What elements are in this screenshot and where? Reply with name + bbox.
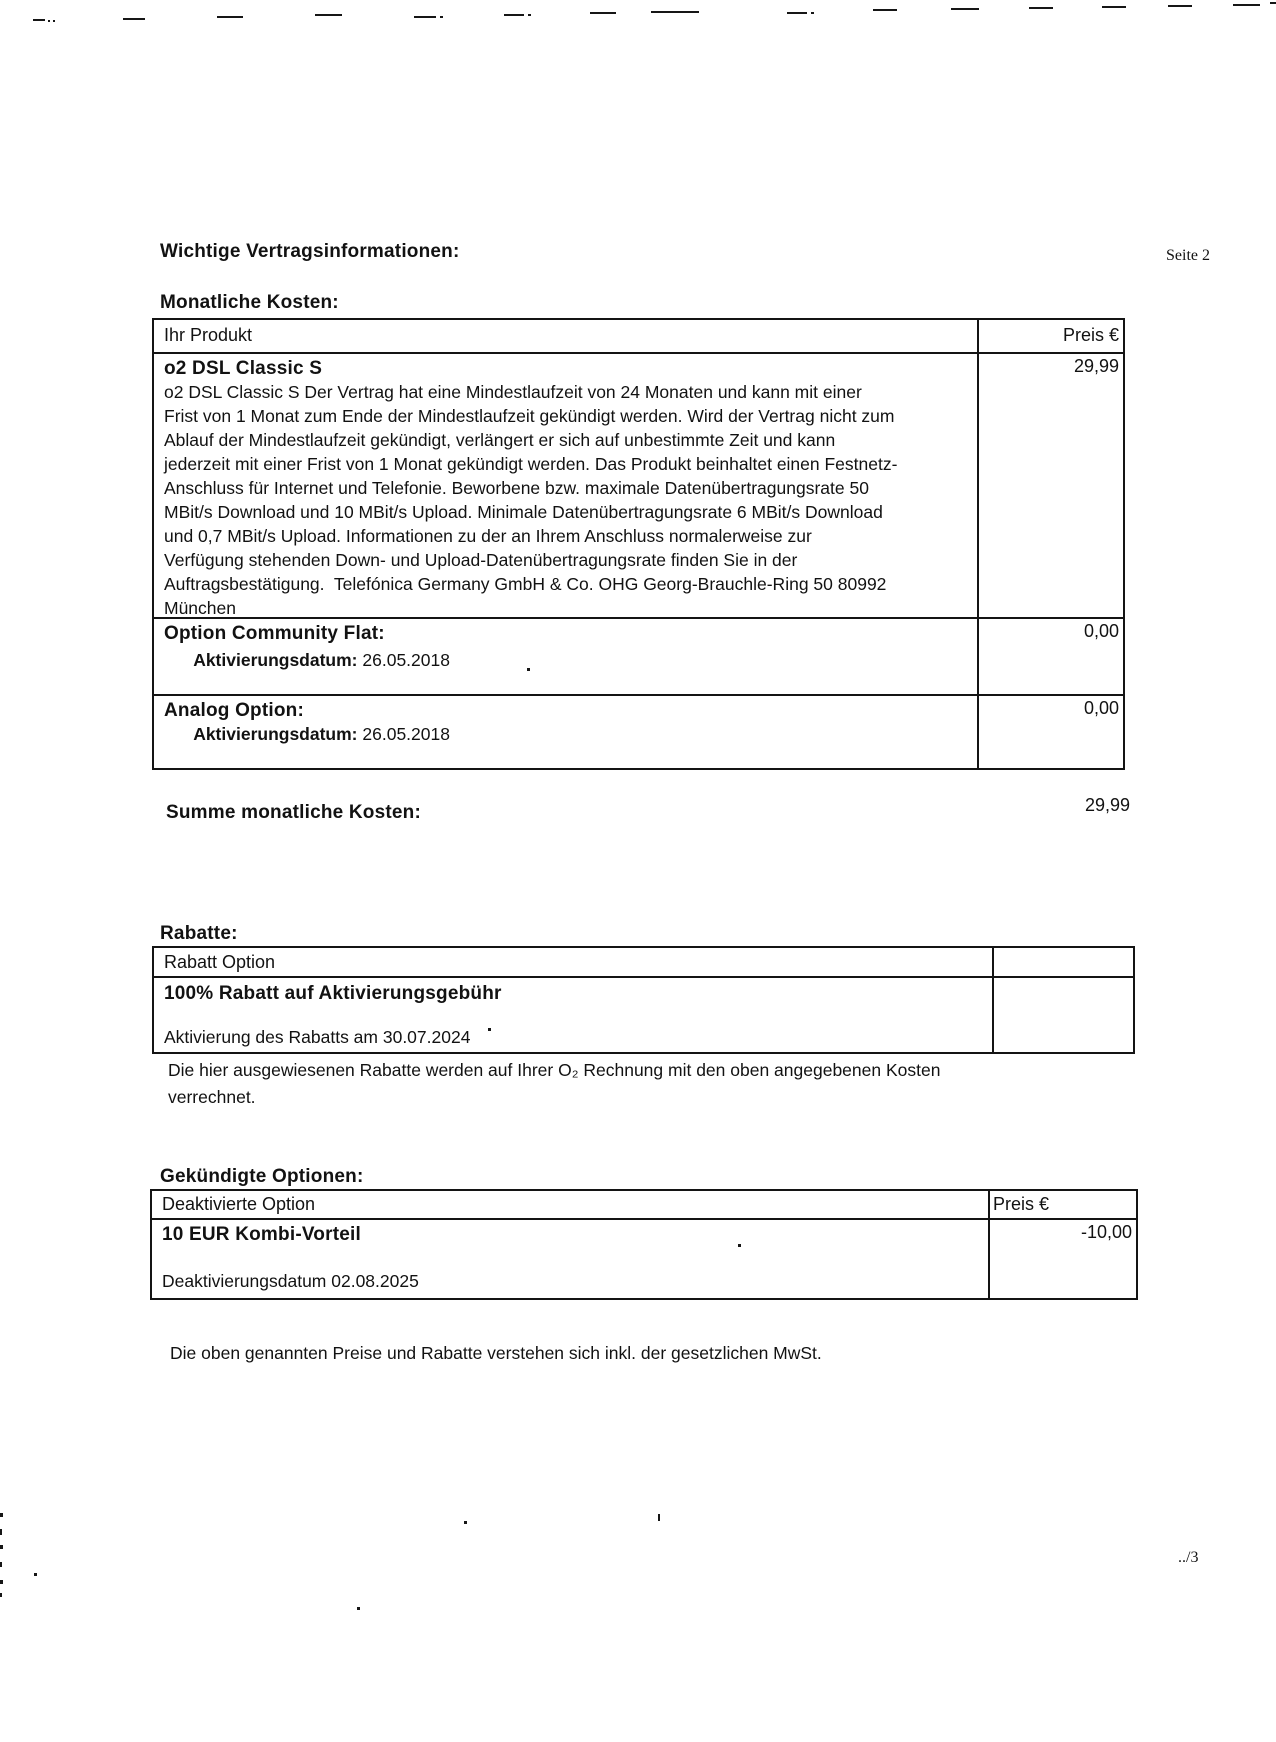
- activation-date-value: 26.05.2018: [357, 724, 450, 744]
- product-description: o2 DSL Classic S Der Vertrag hat eine Mindestlaufzeit von 24 Monaten und kann mit einer Frist von 1 Monat zum Ende der Mindestlaufzeit gekündigt werden. Wird der Vertrag nicht zum Ablauf der Mindestlaufzeit gekündigt, verlängert er sich auf unbestimmte Zeit und kann jederzeit mit einer Frist von 1 Monat gekündigt werden. Das Produkt beinhaltet einen Festnetz- Anschluss für Internet und Telefonie. Beworbene bzw. maximale Datenübertragungsrate 50 MBit/s Download und 10 MBit/s Upload. Minimale Datenübertragungsrate 6 MBit/s Download und 0,7 MBit/s Upload. Informationen zu der an Ihrem Anschluss normalerweise zur Verfügung stehenden Down- und Upload-Datenübertragungsrate finden Sie in der Auftragsbestätigung. Telefónica Germany GmbH & Co. OHG Georg-Brauchle-Ring 50 80992 München: [164, 382, 898, 618]
- cancelled-options-table: [150, 1189, 1138, 1300]
- monthly-costs-heading: Monatliche Kosten:: [160, 292, 339, 313]
- discounts-heading: Rabatte:: [160, 923, 238, 944]
- next-page-indicator: ../3: [1178, 1549, 1199, 1566]
- price-header-cell: [990, 1191, 1136, 1218]
- product-title: o2 DSL Classic S: [164, 358, 323, 379]
- option-row-analog: [154, 694, 1123, 768]
- page-number-label: Seite 2: [1166, 247, 1210, 264]
- deactivation-date: Deaktivierungsdatum 02.08.2025: [162, 1271, 419, 1291]
- discounts-table: [152, 946, 1135, 1054]
- monthly-sum-label: Summe monatliche Kosten:: [166, 802, 422, 823]
- discount-activation-date: Aktivierung des Rabatts am 30.07.2024: [164, 1027, 471, 1047]
- column-header-discount-option: Rabatt Option: [164, 952, 276, 972]
- monthly-sum-value: 29,99: [1084, 795, 1130, 815]
- table-header-row: [154, 320, 1123, 352]
- option-title: Analog Option:: [164, 700, 304, 721]
- table-header-row: [152, 1191, 1136, 1218]
- column-header-price: Preis €: [1062, 325, 1119, 345]
- column-header-price: Preis €: [993, 1194, 1050, 1214]
- option-activation-date: [164, 703, 450, 766]
- document-title: Wichtige Vertragsinformationen:: [160, 241, 460, 262]
- option-activation-date: [164, 629, 450, 692]
- option-price: 0,00: [1083, 621, 1119, 641]
- discount-row: [154, 976, 1133, 1052]
- discount-title: 100% Rabatt auf Aktivierungsgebühr: [164, 983, 502, 1004]
- column-header-product: Ihr Produkt: [164, 325, 253, 345]
- column-header-deactivated-option: Deaktivierte Option: [162, 1194, 316, 1214]
- activation-date-value: 26.05.2018: [357, 650, 450, 670]
- option-title: Option Community Flat:: [164, 623, 385, 644]
- monthly-costs-table: [152, 318, 1125, 770]
- price-header-cell: [979, 320, 1123, 352]
- activation-date-label: Aktivierungsdatum:: [193, 650, 358, 670]
- discounts-note: Die hier ausgewiesenen Rabatte werden auf Ihrer O₂ Rechnung mit den oben angegebenen Kosten verrechnet.: [168, 1060, 941, 1107]
- activation-date-label: Aktivierungsdatum:: [193, 724, 358, 744]
- product-price: 29,99: [1073, 356, 1119, 376]
- cancelled-option-price: -10,00: [1080, 1222, 1132, 1242]
- vat-note: Die oben genannten Preise und Rabatte verstehen sich inkl. der gesetzlichen MwSt.: [170, 1343, 822, 1363]
- cancelled-option-row: [152, 1218, 1136, 1298]
- cancelled-options-heading: Gekündigte Optionen:: [160, 1166, 364, 1187]
- product-row: [154, 352, 1123, 617]
- option-price: 0,00: [1083, 698, 1119, 718]
- table-header-row: [154, 948, 1133, 976]
- option-row-community-flat: [154, 617, 1123, 694]
- cancelled-option-title: 10 EUR Kombi-Vorteil: [162, 1224, 361, 1245]
